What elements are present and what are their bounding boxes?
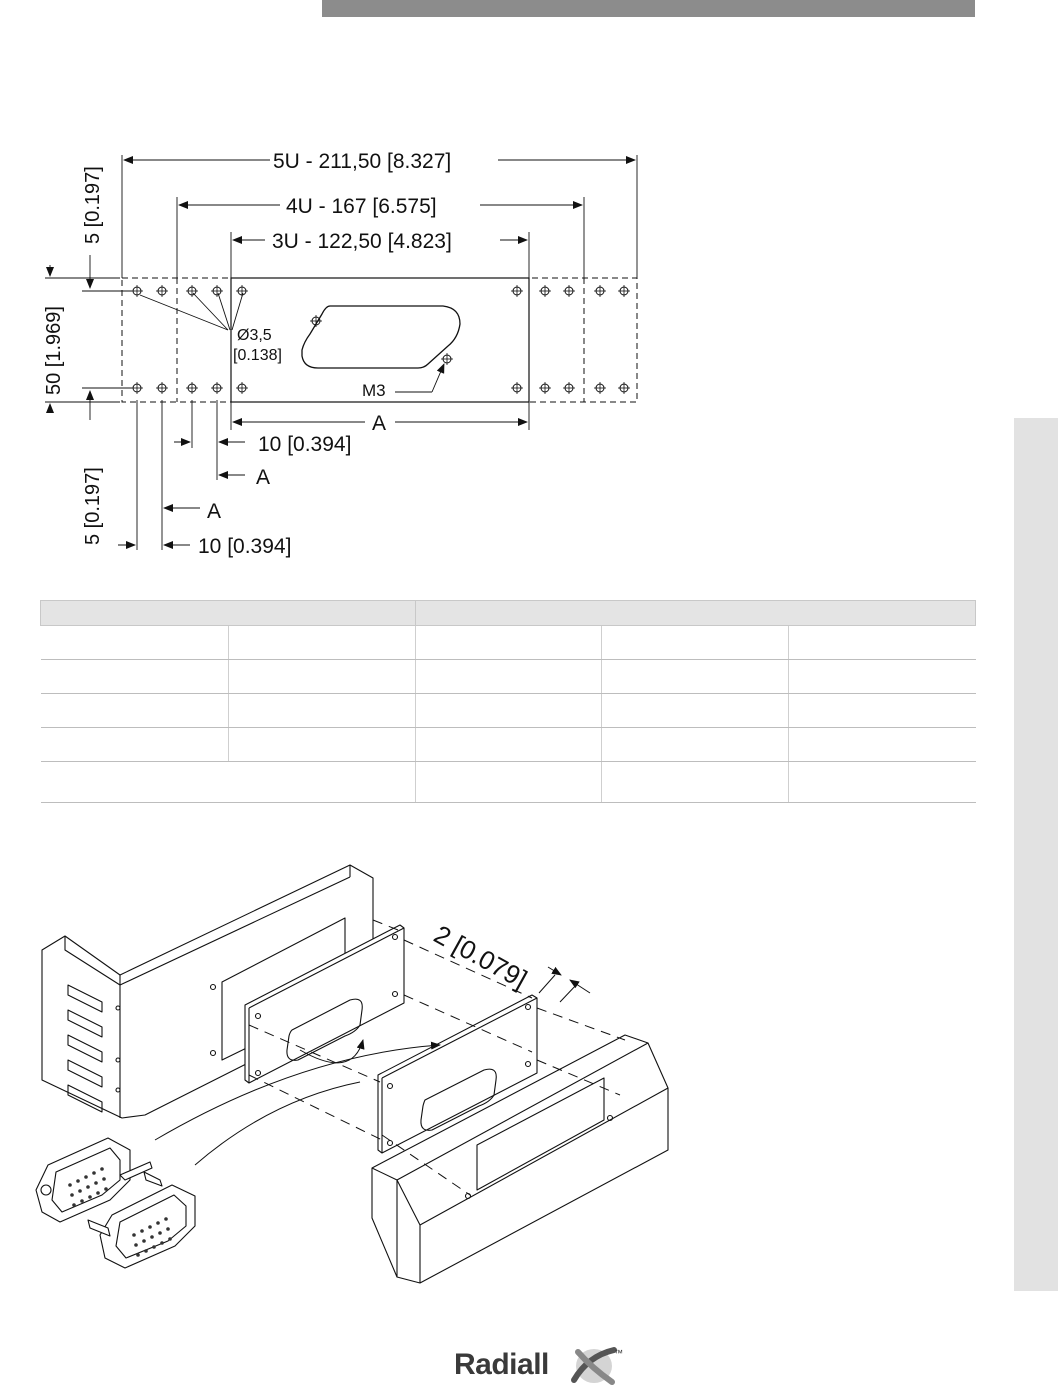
trademark-symbol: ™	[614, 1348, 623, 1358]
hole-diameter-label: Ø3,5	[237, 327, 272, 344]
dim-4u-label: 4U - 167 [6.575]	[286, 195, 437, 218]
dim-pitch-label-1: 10 [0.394]	[258, 433, 352, 456]
dim-top-margin-label: 5 [0.197]	[82, 166, 104, 244]
dim-a-label-2: A	[207, 500, 222, 523]
dim-3u-label: 3U - 122,50 [4.823]	[272, 230, 452, 253]
thread-label: M3	[362, 381, 386, 400]
dim-a-label-1: A	[256, 466, 271, 489]
dim-a-3u-label: A	[372, 412, 387, 435]
hole-diameter-inch-label: [0.138]	[233, 347, 282, 364]
spacing-dim-label: 2 [0.079]	[429, 919, 533, 995]
radiall-logo	[454, 1346, 634, 1386]
dim-bottom-margin-label: 5 [0.197]	[82, 467, 104, 545]
dim-height-label: 50 [1.969]	[43, 306, 65, 395]
dim-5u-label: 5U - 211,50 [8.327]	[273, 150, 452, 173]
dim-pitch-label-2: 10 [0.394]	[198, 535, 292, 558]
brand-name: Radiall	[454, 1348, 549, 1381]
